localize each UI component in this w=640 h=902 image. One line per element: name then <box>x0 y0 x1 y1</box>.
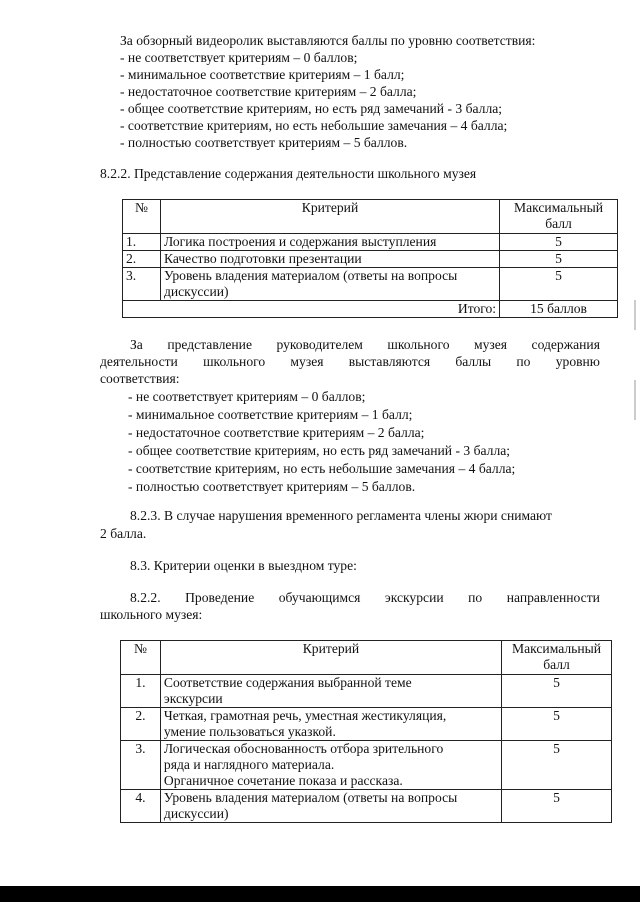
score-item: - минимальное соответствие критериям – 1 балл; <box>128 407 413 422</box>
row-criterion: Соответствие содержания выбранной теме экскурсии <box>160 675 501 708</box>
row-score: 5 <box>500 234 618 251</box>
score-item: - общее соответствие критериям, но есть ряд замечаний - 3 балла; <box>128 443 511 458</box>
header-criterion: Критерий <box>160 200 499 234</box>
row-score: 5 <box>502 790 612 823</box>
video-item: - общее соответствие критериям, но есть ряд замечаний - 3 балла; <box>120 101 503 116</box>
row-criterion: Уровень владения материалом (ответы на вопросы дискуссии) <box>160 790 501 823</box>
para-line: соответствия: <box>100 371 180 386</box>
table-header-row <box>121 641 612 675</box>
header-max-score: Максимальный балл <box>500 200 618 234</box>
row-criterion: Логика построения и содержания выступления <box>160 234 499 251</box>
row-criterion: Логическая обоснованность отбора зрительного ряда и наглядного материала. Органичное сочетание показа и рассказа. <box>160 741 501 790</box>
row-number: 2. <box>123 251 161 268</box>
score-item: - недостаточное соответствие критериям – 2 балла; <box>128 425 425 440</box>
table-row <box>121 708 612 741</box>
table-total-row <box>123 301 618 318</box>
section-heading: 8.3. Критерии оценки в выездном туре: <box>130 558 357 573</box>
row-number: 2. <box>121 708 161 741</box>
criteria-table-1 <box>122 199 618 318</box>
para-line: деятельности школьного музея выставляются баллы по уровню <box>100 354 600 369</box>
video-item: - полностью соответствует критериям – 5 баллов. <box>120 135 408 150</box>
video-item: - не соответствует критериям – 0 баллов; <box>120 50 358 65</box>
total-value: 15 баллов <box>500 301 618 318</box>
row-number: 1. <box>121 675 161 708</box>
para-line: 8.2.2. Проведение обучающимся экскурсии по направленности <box>130 590 600 605</box>
row-score: 5 <box>500 268 618 301</box>
total-label: Итого: <box>123 301 500 318</box>
row-score: 5 <box>500 251 618 268</box>
score-item: - соответствие критериям, но есть небольшие замечания – 4 балла; <box>128 461 516 476</box>
table-row <box>121 790 612 823</box>
table-row <box>121 741 612 790</box>
table-row <box>123 251 618 268</box>
row-score: 5 <box>502 675 612 708</box>
section-heading: 8.2.2. Представление содержания деятельности школьного музея <box>100 166 477 181</box>
row-score: 5 <box>502 741 612 790</box>
header-number: № <box>121 641 161 675</box>
video-item: - соответствие критериям, но есть небольшие замечания – 4 балла; <box>120 118 508 133</box>
table-row <box>123 234 618 251</box>
table-row <box>123 268 618 301</box>
header-number: № <box>123 200 161 234</box>
section-823-line: 2 балла. <box>100 526 147 541</box>
scan-edge-mark <box>634 380 636 420</box>
header-criterion: Критерий <box>160 641 501 675</box>
video-item: - минимальное соответствие критериям – 1 балл; <box>120 67 405 82</box>
video-item: - недостаточное соответствие критериям – 2 балла; <box>120 84 417 99</box>
row-number: 3. <box>123 268 161 301</box>
row-criterion: Четкая, грамотная речь, уместная жестикуляция, умение пользоваться указкой. <box>160 708 501 741</box>
score-item: - не соответствует критериям – 0 баллов; <box>128 389 366 404</box>
row-number: 3. <box>121 741 161 790</box>
scan-edge-mark <box>634 300 636 330</box>
criteria-table-2 <box>120 640 612 823</box>
section-823-line: 8.2.3. В случае нарушения временного регламента члены жюри снимают <box>130 508 552 523</box>
row-number: 1. <box>123 234 161 251</box>
row-score: 5 <box>502 708 612 741</box>
row-criterion: Уровень владения материалом (ответы на вопросы дискуссии) <box>160 268 499 301</box>
para-line: школьного музея: <box>100 607 203 622</box>
table-row <box>121 675 612 708</box>
header-max-score: Максимальный балл <box>502 641 612 675</box>
scan-bottom-border <box>0 886 640 902</box>
para-line: За представление руководителем школьного музея содержания <box>130 337 600 352</box>
row-criterion: Качество подготовки презентации <box>160 251 499 268</box>
row-number: 4. <box>121 790 161 823</box>
table-header-row <box>123 200 618 234</box>
video-intro: За обзорный видеоролик выставляются баллы по уровню соответствия: <box>120 33 536 48</box>
score-item: - полностью соответствует критериям – 5 баллов. <box>128 479 416 494</box>
